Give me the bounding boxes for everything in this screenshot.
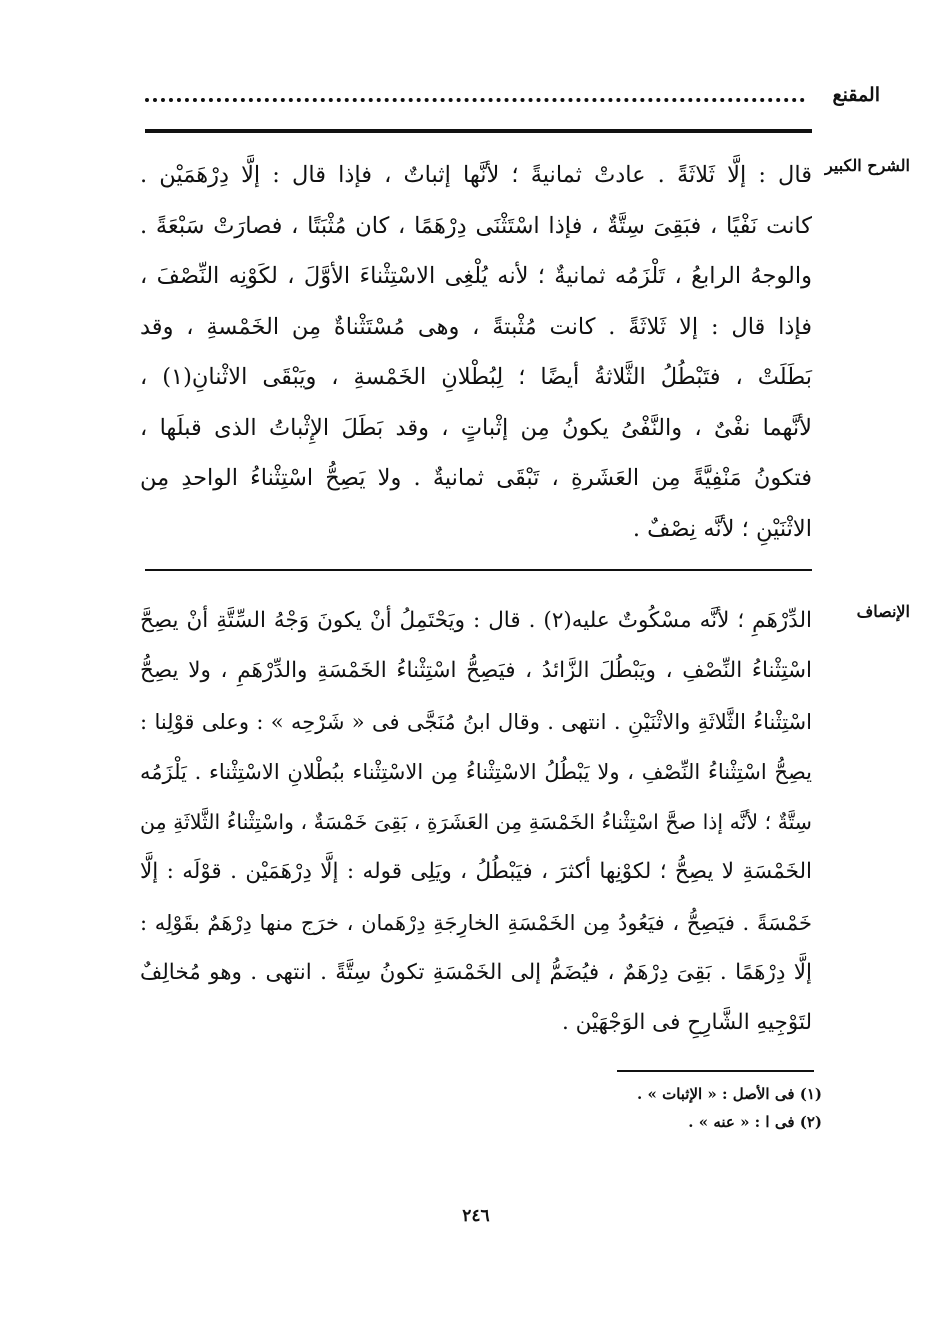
text-line: قال : إلَّا ثَلاثَةً . عادتْ ثمانيةً ؛ لأنَّها إثباتٌ ، فإذا قال : إلَّا دِرْهَمَيْن . xyxy=(140,162,812,188)
insaf-section xyxy=(140,596,910,1056)
text-line: سِتَّةٌ ؛ لأنَّه إذا صحَّ اسْتِثْناءُ الخَمْسَةِ مِن العَشَرَةِ ، بَقِىَ خَمْسَةٌ ، واسْتِثْناءُ الثَّلاثَةِ مِن xyxy=(140,810,812,835)
text-line: لتَوْجِيهِ الشَّارِحِ فى الوَجْهَيْن . xyxy=(561,1010,812,1036)
insaf-text xyxy=(140,596,812,1049)
running-header xyxy=(145,84,880,114)
section-divider xyxy=(145,569,812,571)
footnotes xyxy=(637,1080,822,1136)
footnote-1: (١) فى الأصل : « الإثبات » . xyxy=(637,1085,822,1103)
text-line: والوجهُ الرابعُ ، تَلْزَمُه ثمانيةٌ ؛ لأنه يُلْغِى الاسْتِثْناءَ الأوَّلَ ، لكَوْنِه النِّصْفَ ، xyxy=(140,263,812,289)
text-line: لأنَّهما نفْىٌ ، والنَّفْىُ يكونُ مِن إثْباتٍ ، وقد بَطَلَ الإِثْباتُ الذى قبلَها ، xyxy=(140,414,812,441)
sharh-label: الشرح الكبير xyxy=(825,156,910,175)
header-dotted-rule xyxy=(145,98,805,102)
footnote-2: (٢) فى ا : « عنه » . xyxy=(688,1113,822,1131)
text-line: الاثْنَيْنِ ؛ لأنَّه نِصْفٌ . xyxy=(632,515,812,542)
text-line: إلَّا دِرْهَمًا . بَقِىَ دِرْهَمٌ ، فيُضَمُّ إلى الخَمْسَةِ تكونُ سِتَّةً . انتهى . وهو مُخالِفٌ xyxy=(140,960,812,986)
text-line: فإذا قال : إلا ثَلاثَةً . كانت مُثْبتةً ، وهى مُسْتَثْناةٌ مِن الخَمْسةِ ، وقد xyxy=(140,313,812,340)
sharh-text xyxy=(140,150,812,554)
footnote-divider xyxy=(617,1070,814,1072)
text-line: خَمْسَةً . فيَصِحُّ ، فيَعُودُ مِن الخَمْسَةِ الخارِجَةِ دِرْهَمان ، خرَج منها دِرْهَمٌ بقَوْلِه : xyxy=(140,910,812,935)
page-number: ٢٤٦ xyxy=(462,1206,490,1226)
sharh-section xyxy=(140,150,910,550)
text-line: اسْتِثْناءُ النِّصْفِ ، ويَبْطُلَ الزَّائدُ ، فيَصِحُّ اسْتِثْناءُ الخَمْسَةِ والدِّرْهَمِ ، ولا يصِحُّ xyxy=(140,658,812,684)
text-line: فتكونُ مَنْفِيَّةً مِن العَشَرةِ ، تَبْقَى ثمانيةٌ . ولا يَصِحُّ اسْتِثْناءُ الواحدِ مِن xyxy=(140,465,812,491)
running-title: المقنع xyxy=(832,84,880,106)
text-line: الخَمْسَةِ لا يصِحُّ ؛ لكوْنِها أكثرَ ، فيَبْطُلُ ، ويَلِى قوله : إلَّا دِرْهَمَيْن . قوْلَه : إلَّا xyxy=(140,859,812,885)
text-line: اسْتِثْناءُ الثَّلاثَةِ والاثْنَيْنِ . انتهى . وقال ابنُ مُنَجَّى فى « شَرْحِه » : وعلى قوْلِنا : xyxy=(140,709,812,734)
text-line: الدِّرْهَمِ ؛ لأنَّه مسْكُوتٌ عليه(٢) . قال : ويَحْتَمِلُ أنْ يكونَ وَجْهُ السِّتَّةِ أنْ يصِحَّ xyxy=(140,608,812,633)
text-line: كانت نَفْيًا ، فبَقِىَ سِتَّةٌ ، فإذا اسْتَثْنَى دِرْهَمًا ، كان مُثْبَتًا ، فصارَتْ سَبْعَةً . xyxy=(140,212,812,239)
header-rule xyxy=(145,129,812,133)
text-line: بَطَلَتْ ، فتَبْطُلُ الثَّلاثةُ أيضًا ؛ لِبُطْلانِ الخَمْسةِ ، ويَبْقَى الاثْنانِ(١) ، xyxy=(140,364,812,390)
text-line: يصِحُّ اسْتِثْناءُ النِّصْفِ ، ولا يَبْطُلُ الاسْتِثْناءُ مِن الاسْتِثْناء ببُطْلانِ الاسْتِثْناء . يَلْزَمُه xyxy=(140,759,812,784)
insaf-label: الإنصاف xyxy=(856,602,910,621)
